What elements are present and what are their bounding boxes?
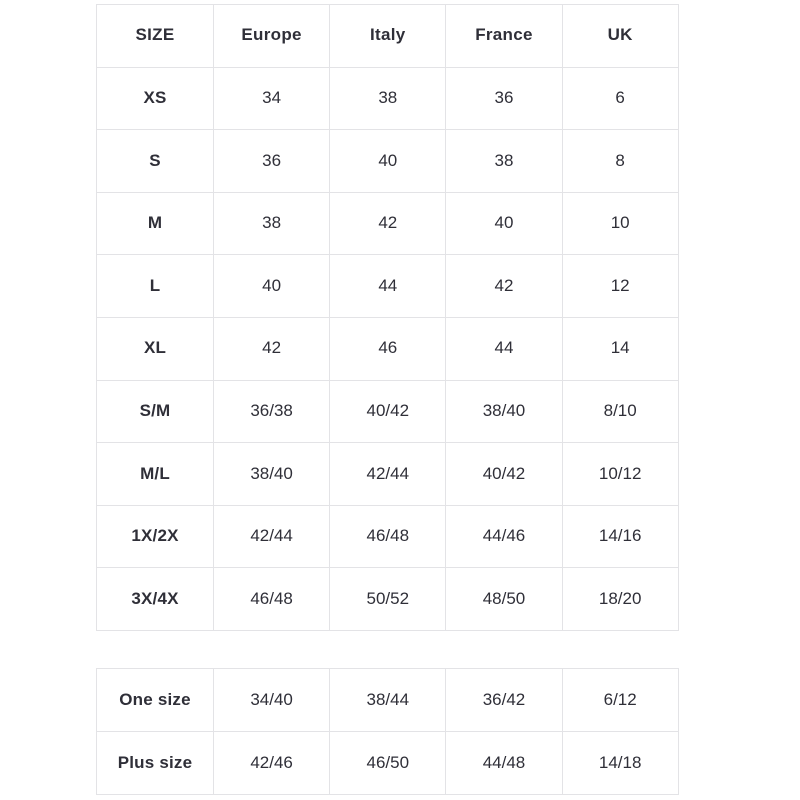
row-label: L <box>97 255 214 318</box>
cell-uk: 6/12 <box>562 669 678 732</box>
cell-europe: 42 <box>214 317 330 380</box>
table-row <box>97 669 679 732</box>
cell-europe: 46/48 <box>214 568 330 631</box>
cell-france: 40/42 <box>446 443 562 506</box>
table-row <box>97 505 679 568</box>
table-row <box>97 130 679 193</box>
row-label: M <box>97 192 214 255</box>
table-row <box>97 443 679 506</box>
cell-italy: 40/42 <box>330 380 446 443</box>
row-label: S <box>97 130 214 193</box>
cell-italy: 46/50 <box>330 732 446 795</box>
cell-italy: 40 <box>330 130 446 193</box>
table-row <box>97 192 679 255</box>
row-label: M/L <box>97 443 214 506</box>
cell-italy: 46 <box>330 317 446 380</box>
cell-uk: 14/16 <box>562 505 678 568</box>
cell-france: 36 <box>446 67 562 130</box>
cell-italy: 42 <box>330 192 446 255</box>
cell-europe: 38 <box>214 192 330 255</box>
cell-italy: 50/52 <box>330 568 446 631</box>
cell-europe: 36 <box>214 130 330 193</box>
table-row <box>97 568 679 631</box>
cell-france: 36/42 <box>446 669 562 732</box>
one-size-plus-size-table <box>96 668 679 795</box>
cell-italy: 44 <box>330 255 446 318</box>
size-conversion-table <box>96 4 679 631</box>
cell-france: 38/40 <box>446 380 562 443</box>
cell-europe: 34 <box>214 67 330 130</box>
column-header-uk: UK <box>562 5 678 68</box>
cell-italy: 46/48 <box>330 505 446 568</box>
row-label: 3X/4X <box>97 568 214 631</box>
cell-europe: 34/40 <box>214 669 330 732</box>
cell-uk: 14/18 <box>562 732 678 795</box>
cell-uk: 18/20 <box>562 568 678 631</box>
cell-europe: 36/38 <box>214 380 330 443</box>
column-header-size: SIZE <box>97 5 214 68</box>
table-row <box>97 732 679 795</box>
cell-france: 44/46 <box>446 505 562 568</box>
size-conversion-table-container <box>96 4 678 631</box>
row-label: 1X/2X <box>97 505 214 568</box>
table-row <box>97 317 679 380</box>
cell-france: 42 <box>446 255 562 318</box>
row-label-one-size: One size <box>97 669 214 732</box>
cell-europe: 42/44 <box>214 505 330 568</box>
cell-italy: 42/44 <box>330 443 446 506</box>
one-size-plus-size-table-container <box>96 668 678 795</box>
column-header-italy: Italy <box>330 5 446 68</box>
cell-italy: 38/44 <box>330 669 446 732</box>
table-header-row <box>97 5 679 68</box>
cell-uk: 6 <box>562 67 678 130</box>
cell-uk: 8/10 <box>562 380 678 443</box>
row-label-plus-size: Plus size <box>97 732 214 795</box>
row-label: XL <box>97 317 214 380</box>
cell-uk: 12 <box>562 255 678 318</box>
cell-europe: 38/40 <box>214 443 330 506</box>
cell-europe: 42/46 <box>214 732 330 795</box>
cell-europe: 40 <box>214 255 330 318</box>
cell-uk: 8 <box>562 130 678 193</box>
cell-france: 44 <box>446 317 562 380</box>
cell-uk: 14 <box>562 317 678 380</box>
row-label: S/M <box>97 380 214 443</box>
cell-uk: 10/12 <box>562 443 678 506</box>
cell-france: 38 <box>446 130 562 193</box>
column-header-france: France <box>446 5 562 68</box>
cell-france: 44/48 <box>446 732 562 795</box>
row-label: XS <box>97 67 214 130</box>
cell-france: 48/50 <box>446 568 562 631</box>
table-row <box>97 380 679 443</box>
column-header-europe: Europe <box>214 5 330 68</box>
table-row <box>97 255 679 318</box>
cell-france: 40 <box>446 192 562 255</box>
cell-italy: 38 <box>330 67 446 130</box>
cell-uk: 10 <box>562 192 678 255</box>
table-row <box>97 67 679 130</box>
